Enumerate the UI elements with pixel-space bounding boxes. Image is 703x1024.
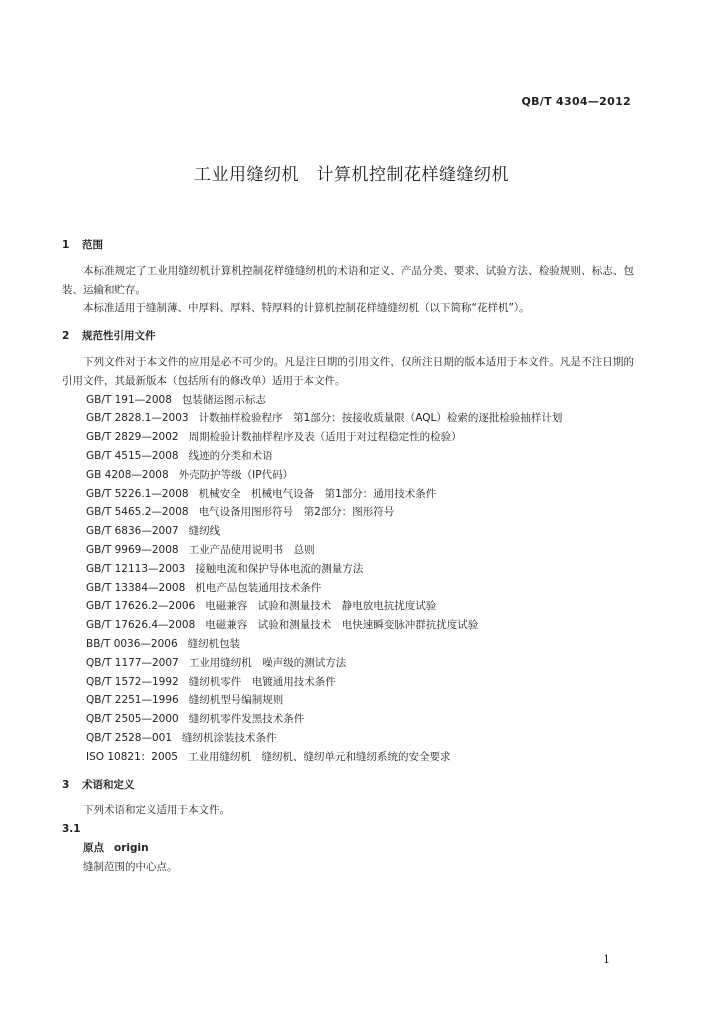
reference-item [86, 748, 634, 767]
reference-item [86, 485, 634, 504]
reference-item [86, 522, 634, 541]
reference-code: GB/T 17626.2—2006 [86, 600, 196, 613]
reference-title: 接触电流和保护导体电流的测量方法 [195, 562, 364, 575]
reference-item [86, 691, 634, 710]
section-title: 范围 [82, 239, 103, 251]
reference-item [86, 635, 634, 654]
reference-code: ISO 10821：2005 [86, 750, 178, 763]
reference-code: GB/T 2829—2002 [86, 431, 179, 444]
reference-title: 缝纫机型号编制规则 [188, 694, 284, 707]
reference-title: 缝纫机涂装技术条件 [182, 731, 277, 744]
reference-list [62, 391, 634, 767]
reference-title: 周期检验计数抽样程序及表（适用于对过程稳定性的检验） [188, 431, 462, 444]
document-body [62, 236, 634, 877]
reference-code: QB/T 1572—1992 [86, 675, 179, 688]
reference-code: GB/T 5465.2—2008 [86, 506, 189, 519]
section-number: 3 [62, 778, 70, 791]
reference-title: 电气设备用图形符号 第2部分：图形符号 [198, 506, 395, 519]
reference-code: GB/T 9969—2008 [86, 543, 179, 556]
term-english: origin [114, 841, 149, 854]
reference-title: 缝纫机包装 [187, 637, 241, 650]
reference-code: GB 4208—2008 [86, 468, 169, 481]
section-title: 规范性引用文件 [82, 330, 156, 343]
reference-code: GB/T 5226.1—2008 [86, 487, 189, 500]
reference-code: GB/T 12113—2003 [86, 562, 186, 575]
reference-item [86, 560, 634, 579]
reference-code: QB/T 2528—001 [86, 731, 173, 744]
reference-item [86, 428, 634, 447]
reference-title: 包装储运图示标志 [181, 393, 266, 406]
term-chinese: 原点 [83, 841, 104, 854]
reference-code: GB/T 4515—2008 [86, 449, 179, 462]
reference-item [86, 409, 634, 428]
term-definition: 缝制范围的中心点。 [83, 860, 178, 873]
reference-title: 缝纫线 [188, 525, 221, 538]
reference-title: 机械安全 机械电气设备 第1部分：通用技术条件 [198, 487, 437, 500]
reference-code: GB/T 17626.4—2008 [86, 619, 196, 632]
term-number: 3.1 [62, 823, 81, 836]
reference-title: 电磁兼容 试验和测量技术 电快速瞬变脉冲群抗扰度试验 [205, 619, 479, 632]
reference-title: 工业产品使用说明书 总则 [188, 543, 315, 556]
reference-title: 缝纫机零件 电镀通用技术条件 [188, 675, 336, 688]
reference-item [86, 616, 634, 635]
reference-item [86, 391, 634, 410]
section-title: 术语和定义 [82, 778, 135, 791]
document-title: 工业用缝纫机 计算机控制花样缝缝纫机 [194, 165, 509, 185]
section-number: 2 [62, 330, 70, 343]
reference-title: 计数抽样检验程序 第1部分：按接收质量限（AQL）检索的逐批检验抽样计划 [198, 412, 563, 425]
reference-item [86, 673, 634, 692]
reference-title: 线迹的分类和术语 [188, 449, 273, 462]
standard-number: QB/T 4304—2012 [521, 95, 631, 108]
normative-intro: 下列文件对于本文件的应用是必不可少的。凡是注日期的引用文件，仅所注日期的版本适用于本文件。凡是不注日期的引用文件，其最新版本（包括所有的修改单）适用于本文件。 [62, 355, 634, 387]
reference-title: 电磁兼容 试验和测量技术 静电放电抗扰度试验 [205, 600, 437, 613]
reference-item [86, 729, 634, 748]
reference-title: 工业用缝纫机 噪声级的测试方法 [188, 656, 347, 669]
terms-intro: 下列术语和定义适用于本文件。 [83, 804, 230, 817]
reference-code: QB/T 1177—2007 [86, 656, 179, 669]
reference-item [86, 503, 634, 522]
term-name [83, 839, 634, 858]
reference-code: GB/T 6836—2007 [86, 525, 179, 538]
reference-code: BB/T 0036—2006 [86, 637, 178, 650]
reference-item [86, 597, 634, 616]
reference-title: 外壳防护等级（IP代码） [178, 468, 294, 481]
reference-item [86, 579, 634, 598]
reference-code: GB/T 13384—2008 [86, 581, 186, 594]
page-number: 1 [603, 953, 610, 966]
reference-item [86, 447, 634, 466]
reference-code: GB/T 191—2008 [86, 393, 172, 406]
reference-item [86, 710, 634, 729]
reference-title: 工业用缝纫机 缝纫机、缝纫单元和缝纫系统的安全要求 [188, 750, 451, 763]
section-heading-terms [62, 776, 634, 795]
reference-code: QB/T 2251—1996 [86, 694, 179, 707]
reference-code: QB/T 2505—2000 [86, 713, 179, 726]
section-number: 1 [62, 239, 70, 251]
reference-title: 缝纫机零件发黑技术条件 [188, 713, 305, 726]
reference-item [86, 654, 634, 673]
reference-item [86, 541, 634, 560]
section-heading-scope [62, 236, 634, 255]
section-heading-normative [62, 327, 634, 346]
reference-title: 机电产品包装通用技术条件 [195, 581, 322, 594]
reference-item [86, 466, 634, 485]
scope-paragraph: 本标准适用于缝制薄、中厚料、厚料、特厚料的计算机控制花样缝缝纫机（以下简称“花样机”）。 [83, 302, 530, 315]
scope-paragraph: 本标准规定了工业用缝纫机计算机控制花样缝缝纫机的术语和定义、产品分类、要求、试验方法、检验规则、标志、包装、运输和贮存。 [62, 264, 634, 296]
reference-code: GB/T 2828.1—2003 [86, 412, 189, 425]
